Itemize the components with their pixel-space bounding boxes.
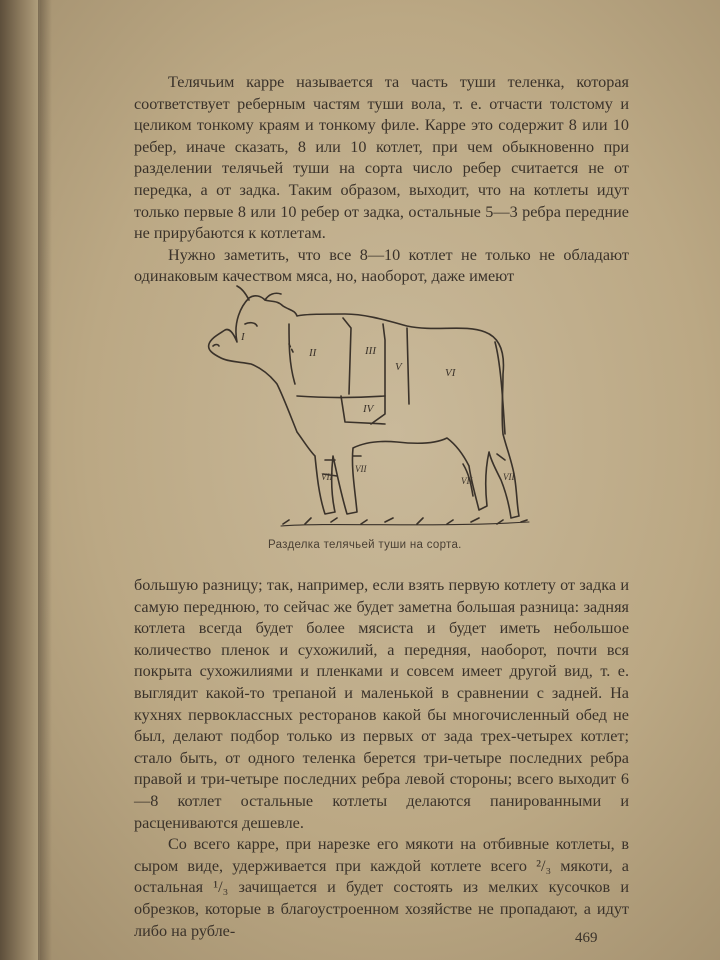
paragraph-cutlet-difference: большую разницу; так, например, если взять первую котлету от задка и самую переднюю, то сейчас же будет заметна большая разница: задняя котлета всегда будет более мясиста и будет иметь небольшое количество пленок и сухожилий, а передняя, наоборот, почти вся покрыта сухожилиями и пленками и совсем имеет другой вид, т. е. выглядит какой-то трепаной и маленькой в сравнении с задней. На кухнях первоклассных ресторанов какой бы многочисленный обед не был, делают подбор только из первых от зада трех-четырех котлет; стало быть, от одного теленка берется три-четыре последних ребра правой и три-четыре последних ребра левой стороны; всего выходит 6—8 котлет остальные котлеты делаются панированными и расцениваются дешевле. <box>134 576 629 832</box>
top-text <box>134 72 629 288</box>
section-label-1: I <box>241 331 245 343</box>
section-label-3: III <box>365 345 376 357</box>
bottom-text <box>134 575 629 942</box>
paragraph-carre-trimming: Со всего карре, при нарезке его мякоти на отбивные котлеты, в сыром виде, удерживается при каждой котлете всего ²/₃ мякоти, а остальная ¹/₃ зачищается и будет состоять из мелких кусочков и обрезков, которые в благоустроенном хозяйстве не пропадают, а идут либо на рубле- <box>134 835 629 940</box>
book-gutter <box>0 0 40 960</box>
section-label-7a: VII <box>321 472 333 482</box>
paragraph-carre-definition: Телячьим карре называется та часть туши теленка, которая соответствует реберным частям туши вола, т. е. отчасти толстому и целиком тонкому краям и тонкому филе. Карре это содержит 8 или 10 ребер, иначе сказать, 8 или 10 котлет, при чем обыкновенно при разделении телячьей туши на сорта число ребер считается не от передка, а от задка. Таким образом, выходит, что на котлеты идут только первые 8 или 10 ребер от задка, остальные 5—3 ребра передние не прирубаются к котлетам. <box>134 73 629 243</box>
veal-carcass-diagram <box>185 284 530 534</box>
section-label-4: IV <box>363 403 374 415</box>
section-label-7c: VII <box>461 476 473 486</box>
section-label-7b: VII <box>355 464 367 474</box>
section-label-2: II <box>309 347 317 359</box>
figure-caption: Разделка телячьей туши на сорта. <box>268 539 462 551</box>
section-label-6: VI <box>445 367 456 379</box>
section-label-7d: VII <box>503 472 515 482</box>
page-shadow <box>38 0 52 960</box>
section-label-5: V <box>395 361 402 373</box>
page-number: 469 <box>575 930 598 946</box>
paragraph-cutlet-quality: Нужно заметить, что все 8—10 котлет не только не обладают одинаковым качеством мяса, но, наоборот, даже имеют <box>134 245 629 286</box>
